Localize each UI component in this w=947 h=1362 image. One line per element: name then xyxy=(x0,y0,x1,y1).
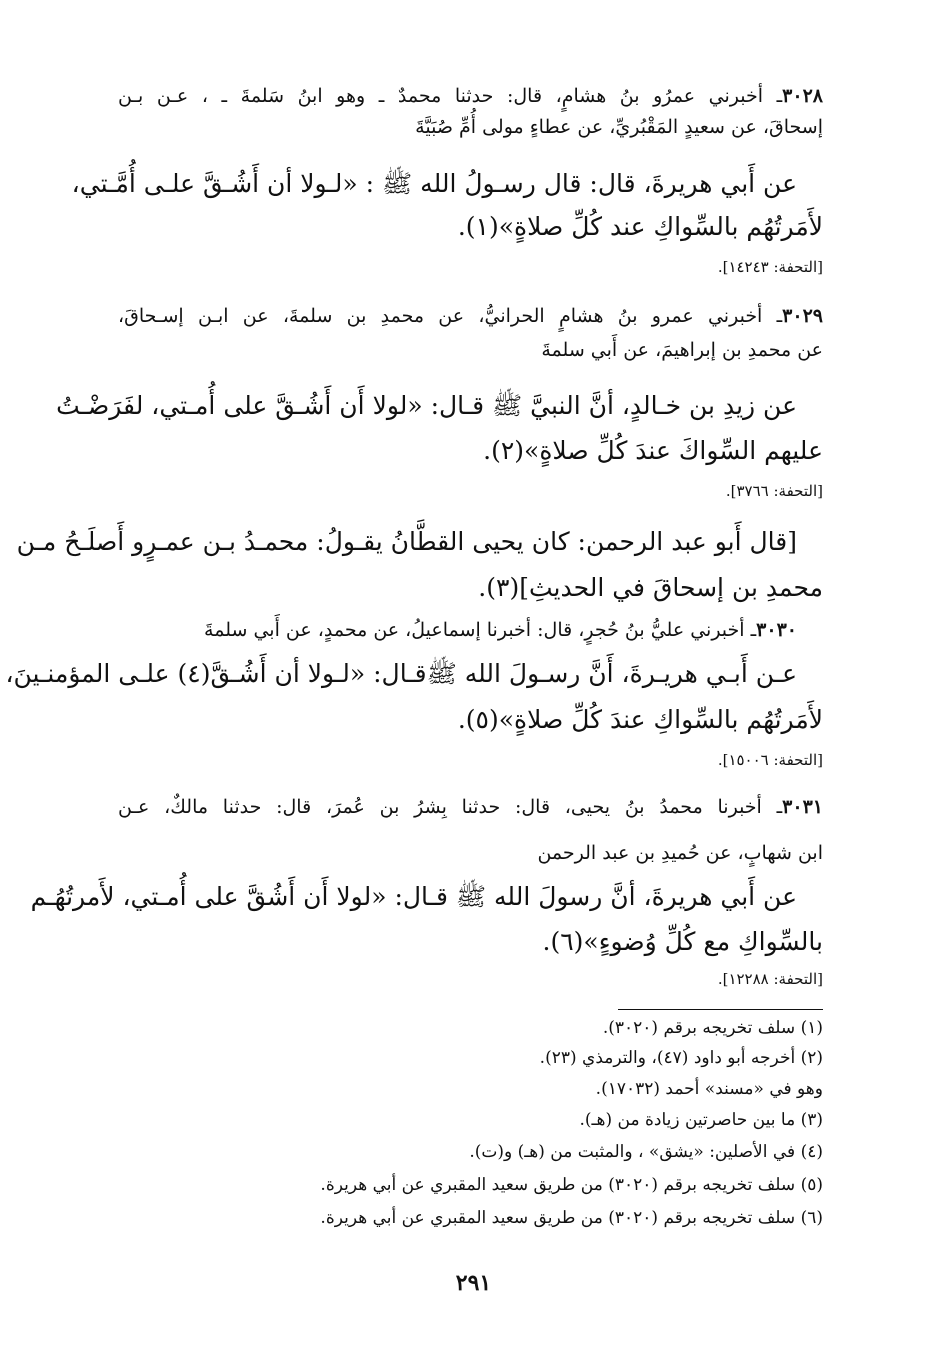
hadith-3031-isnad-line-1 xyxy=(118,794,823,820)
page-number: ٢٩١ xyxy=(455,1270,492,1296)
footnote-5: (٥) سلف تخريجه برقم (٣٠٢٠) من طريق سعيد المقبري عن أبي هريرة. xyxy=(320,1175,823,1195)
isnad-text: ـ أخبرني عليُّ بنُ حُجرٍ، قال: أخبرنا إسماعيلُ، عن محمدٍ، عن أَبي سلمةَ xyxy=(204,619,757,641)
hadith-3031-matn-line-1: عن أَبي هريرةَ، أنَّ رسولَ الله ﷺ قـال: «لولا أَن أَشُقَّ على أُمـتي، لأَمرتُهُـم xyxy=(30,882,797,911)
hadith-3031-matn-line-2: بالسِّواكِ مع كُلِّ وُضوءٍ»(٦). xyxy=(542,927,823,956)
hadith-3029-matn-line-1: عن زيدِ بن خـالدٍ، أنَّ النبيَّ ﷺ قـال: «لولا أَن أَشُـقَّ على أُمـتي، لفَرَضْـتُ xyxy=(56,391,797,420)
isnad-text: ـ أخبرني عمرو بنُ هشامٍ الحرانيُّ، عن محمدِ بن سلمةَ، عن ابـن إسـحاقَ، xyxy=(118,305,783,327)
hadith-number: ٣٠٢٩ xyxy=(782,305,823,327)
footnote-3: (٣) ما بين حاصرتين زيادة من (هـ). xyxy=(579,1110,823,1130)
hadith-3028-tuhfa-ref: [التحفة: ١٤٢٤٣]. xyxy=(717,258,823,276)
hadith-3028-isnad-line-2: إسحاقَ، عن سعيدٍ المَقْبُريِّ، عن عطاءٍ مولى أُمِّ صُبَيَّةَ xyxy=(415,116,823,138)
footnote-1: (١) سلف تخريجه برقم (٣٠٢٠). xyxy=(602,1018,823,1038)
hadith-3029-matn-line-2: عليهم السِّواكَ عندَ كُلِّ صلاةٍ»(٢). xyxy=(483,436,823,465)
hadith-3028-isnad-line-1 xyxy=(118,83,823,109)
footnote-4: (٤) في الأصلين: «يشق» ، والمثبت من (هـ) و(ت). xyxy=(469,1142,823,1162)
hadith-3031-tuhfa-ref: [التحفة: ١٢٢٨٨]. xyxy=(717,970,823,988)
hadith-3030-matn-line-1: عـن أَبـي هريـرةَ، أَنَّ رسـولَ الله ﷺقـال: «لـولا أن أَشُـقَّ(٤) علـى المؤمنـينَ، xyxy=(5,659,797,688)
hadith-3030-isnad-line-1 xyxy=(118,617,797,643)
hadith-3029-isnad-line-2: عن محمدِ بن إبراهيمَ، عن أَبي سلمةَ xyxy=(541,339,823,361)
footnote-2: (٢) أخرجه أبو داود (٤٧)، والترمذي (٢٣). xyxy=(539,1048,823,1068)
hadith-3031-isnad-line-2: ابن شهابٍ، عن حُميدِ بن عبد الرحمن xyxy=(537,842,823,864)
hadith-3030-tuhfa-ref: [التحفة: ١٥٠٠٦]. xyxy=(717,751,823,769)
editor-note-line-1: [قال أَبو عبد الرحمن: كان يحيى القطَّانُ يقـولُ: محمـدُ بـن عمـرٍو أَصلَـحُ مـن xyxy=(16,527,797,556)
hadith-3028-matn-line-2: لأَمَرتُهُم بالسِّواكِ عند كُلِّ صلاةٍ»(١). xyxy=(457,212,823,241)
footnote-2-continued: وهو في «مسند» أحمد (١٧٠٣٢). xyxy=(595,1079,823,1099)
hadith-number: ٣٠٣١ xyxy=(782,796,823,818)
footnote-separator xyxy=(618,1009,823,1010)
hadith-3030-matn-line-2: لأَمَرتُهُم بالسِّواكِ عندَ كُلِّ صلاةٍ»(٥). xyxy=(457,705,823,734)
isnad-text: ـ أخبرني عمرُو بنُ هشامٍ، قال: حدثنا محمدٌ ـ وهو ابنُ سَلمةَ ـ ، عـن بـن xyxy=(118,85,783,107)
hadith-number: ٣٠٢٨ xyxy=(782,85,823,107)
hadith-3029-isnad-line-1 xyxy=(118,303,823,329)
hadith-3028-matn-line-1: عن أَبي هريرةَ، قال: قال رسـولُ الله ﷺ : «لـولا أن أَشُـقَّ علـى أُمَّـتي، xyxy=(71,169,797,198)
hadith-3029-tuhfa-ref: [التحفة: ٣٧٦٦]. xyxy=(725,482,823,500)
hadith-number: ٣٠٣٠ xyxy=(756,619,797,641)
editor-note-line-2: محمدِ بن إسحاقَ في الحديثِ](٣). xyxy=(478,573,823,602)
isnad-text: ـ أخبرنا محمدُ بنُ يحيى، قال: حدثنا بِشرُ بن عُمرَ، قال: حدثنا مالكٌ، عـن xyxy=(118,796,783,818)
footnote-6: (٦) سلف تخريجه برقم (٣٠٢٠) من طريق سعيد المقبري عن أبي هريرة. xyxy=(320,1208,823,1228)
